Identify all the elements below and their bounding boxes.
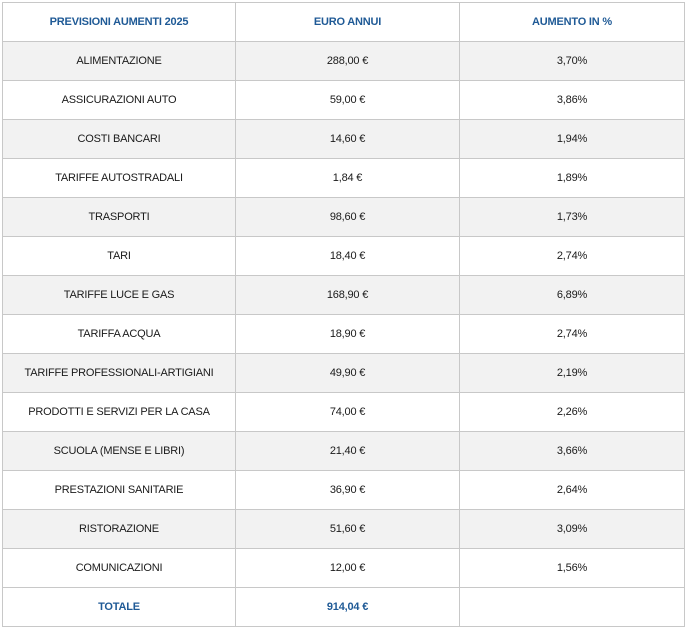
cell-percent: 3,86% [460,81,685,120]
cell-category: PRODOTTI E SERVIZI PER LA CASA [3,393,236,432]
cell-category: TARIFFE AUTOSTRADALI [3,159,236,198]
table-header [3,3,685,42]
total-euro: 914,04 € [236,588,460,627]
table-row [3,432,685,471]
total-row [3,588,685,627]
cell-percent: 1,89% [460,159,685,198]
table-row [3,159,685,198]
cell-euro: 98,60 € [236,198,460,237]
table-row [3,81,685,120]
cell-category: SCUOLA (MENSE E LIBRI) [3,432,236,471]
cell-category: TARIFFE PROFESSIONALI-ARTIGIANI [3,354,236,393]
header-euro: EURO ANNUI [236,3,460,42]
cell-category: COMUNICAZIONI [3,549,236,588]
cell-category: ALIMENTAZIONE [3,42,236,81]
table-row [3,120,685,159]
table-row [3,471,685,510]
cell-percent: 3,09% [460,510,685,549]
cell-category: ASSICURAZIONI AUTO [3,81,236,120]
table-row [3,354,685,393]
cell-percent: 2,74% [460,237,685,276]
table-row [3,42,685,81]
cell-euro: 74,00 € [236,393,460,432]
cell-percent: 2,74% [460,315,685,354]
cell-percent: 1,73% [460,198,685,237]
table-row [3,198,685,237]
cell-percent: 3,70% [460,42,685,81]
cell-euro: 51,60 € [236,510,460,549]
cell-euro: 1,84 € [236,159,460,198]
cell-percent: 2,64% [460,471,685,510]
cell-euro: 18,90 € [236,315,460,354]
cell-euro: 288,00 € [236,42,460,81]
table-row [3,237,685,276]
cell-euro: 59,00 € [236,81,460,120]
cell-category: TARIFFE LUCE E GAS [3,276,236,315]
table-body [3,42,685,588]
total-percent [460,588,685,627]
cell-percent: 3,66% [460,432,685,471]
cell-category: TARI [3,237,236,276]
cell-euro: 49,90 € [236,354,460,393]
cell-percent: 6,89% [460,276,685,315]
cell-category: RISTORAZIONE [3,510,236,549]
header-percent: AUMENTO IN % [460,3,685,42]
cell-euro: 21,40 € [236,432,460,471]
table-row [3,549,685,588]
cell-percent: 2,26% [460,393,685,432]
cell-category: TARIFFA ACQUA [3,315,236,354]
table-row [3,393,685,432]
cell-euro: 168,90 € [236,276,460,315]
cell-percent: 1,94% [460,120,685,159]
table-row [3,315,685,354]
cell-euro: 36,90 € [236,471,460,510]
header-category: PREVISIONI AUMENTI 2025 [3,3,236,42]
total-label: TOTALE [3,588,236,627]
cell-category: COSTI BANCARI [3,120,236,159]
cell-euro: 18,40 € [236,237,460,276]
table-row [3,510,685,549]
cell-percent: 2,19% [460,354,685,393]
table-row [3,276,685,315]
cell-euro: 12,00 € [236,549,460,588]
table-footer [3,588,685,627]
cell-category: PRESTAZIONI SANITARIE [3,471,236,510]
header-row [3,3,685,42]
cell-percent: 1,56% [460,549,685,588]
cell-euro: 14,60 € [236,120,460,159]
cell-category: TRASPORTI [3,198,236,237]
forecast-table [2,2,685,627]
